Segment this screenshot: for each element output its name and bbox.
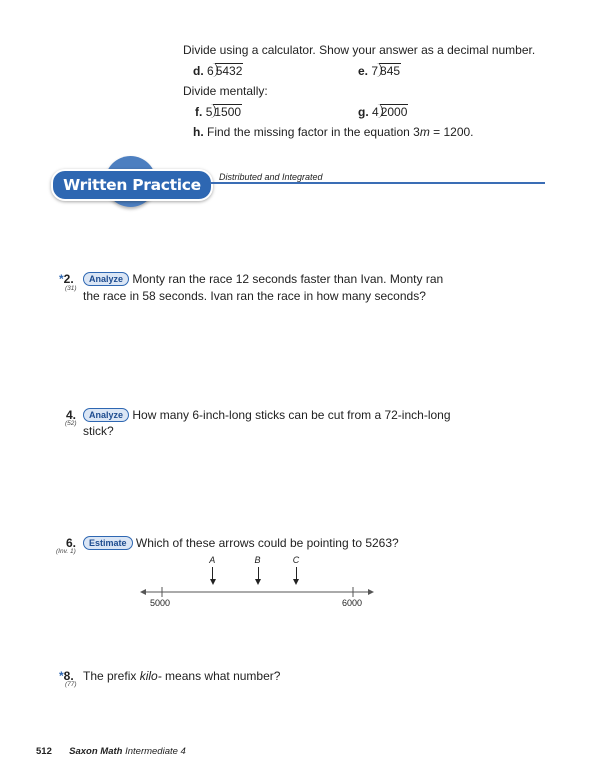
long-division-d <box>207 63 243 78</box>
problem-6-text: Which of these arrows could be pointing to 5263? <box>135 536 399 550</box>
problem-8-italic: kilo- <box>139 669 162 683</box>
book-subtitle: Intermediate 4 <box>122 746 186 757</box>
banner-title: Written Practice <box>51 169 213 201</box>
lesson-ref: (Inv. 1) <box>56 548 76 555</box>
problem-h-text: Find the missing factor in the equation 3 <box>207 125 420 139</box>
dividend: 845 <box>380 64 401 78</box>
divisor: 6 <box>207 64 214 78</box>
problem-number: 6. <box>66 536 77 550</box>
problem-6-line1 <box>83 536 399 550</box>
analyze-tag: Analyze <box>83 272 129 286</box>
end-label: 6000 <box>342 598 363 608</box>
section-rule <box>210 182 545 184</box>
problem-4-text: How many 6-inch-long sticks can be cut from a 72-inch-long <box>132 408 451 422</box>
problem-g-label: g. <box>358 105 369 119</box>
divisor: 5 <box>205 105 213 119</box>
dividend: 2000 <box>380 105 408 119</box>
calc-instruction: Divide using a calculator. Show your answer as a decimal number. <box>183 43 536 57</box>
lesson-ref: (52) <box>65 420 77 427</box>
arrow-label-b: B <box>254 555 261 565</box>
down-arrow-icon <box>210 579 216 585</box>
problem-number: 8. <box>63 669 74 683</box>
problem-2-line1 <box>83 272 443 286</box>
lesson-ref: (31) <box>65 285 77 292</box>
dividend: 5432 <box>215 64 243 78</box>
left-arrowhead-icon <box>140 589 146 595</box>
divisor: 7 <box>371 64 379 78</box>
problem-d-label: d. <box>193 64 204 78</box>
problem-number: 4. <box>66 408 77 422</box>
section-subtitle: Distributed and Integrated <box>219 172 323 182</box>
down-arrow-icon <box>293 579 299 585</box>
mental-instruction: Divide mentally: <box>183 84 268 98</box>
right-arrowhead-icon <box>368 589 374 595</box>
long-division-f <box>206 104 242 119</box>
problem-d <box>193 63 243 78</box>
problem-f-label: f. <box>195 105 203 119</box>
start-label: 5000 <box>150 598 171 608</box>
page-number: 512 <box>36 746 52 757</box>
problem-h <box>193 125 474 139</box>
problem-h-label: h. <box>193 125 204 139</box>
book-title: Saxon Math <box>69 746 123 757</box>
problem-2-line2: the race in 58 seconds. Ivan ran the race in how many seconds? <box>83 289 426 303</box>
star-icon: * <box>59 669 64 683</box>
star-icon: * <box>59 272 64 286</box>
problem-8-text-before: The prefix <box>83 669 140 683</box>
problem-4-line2: stick? <box>83 424 114 438</box>
number-line <box>140 555 375 615</box>
problem-f <box>195 104 242 119</box>
analyze-tag: Analyze <box>83 408 129 422</box>
arrow-label-a: A <box>209 555 216 565</box>
long-division-g <box>372 104 408 119</box>
estimate-tag: Estimate <box>83 536 133 550</box>
problem-8-text <box>83 669 280 683</box>
problem-2-text: Monty ran the race 12 seconds faster than Ivan. Monty ran <box>132 272 444 286</box>
problem-e-label: e. <box>358 64 369 78</box>
problem-h-equals: = 1200. <box>429 125 474 139</box>
problem-e <box>358 63 401 78</box>
problem-number: 2. <box>63 272 74 286</box>
footer <box>36 746 186 757</box>
written-practice-banner <box>51 161 211 205</box>
problem-g <box>358 104 408 119</box>
long-division-e <box>371 63 401 78</box>
problem-2 <box>59 272 74 286</box>
problem-h-variable: m <box>419 125 430 139</box>
problem-4-line1 <box>83 408 451 422</box>
problem-8-text-after: means what number? <box>161 669 281 683</box>
dividend: 1500 <box>214 105 242 119</box>
lesson-ref: (77) <box>65 681 77 688</box>
arrow-label-c: C <box>292 555 300 565</box>
down-arrow-icon <box>255 579 261 585</box>
divisor: 4 <box>372 105 379 119</box>
